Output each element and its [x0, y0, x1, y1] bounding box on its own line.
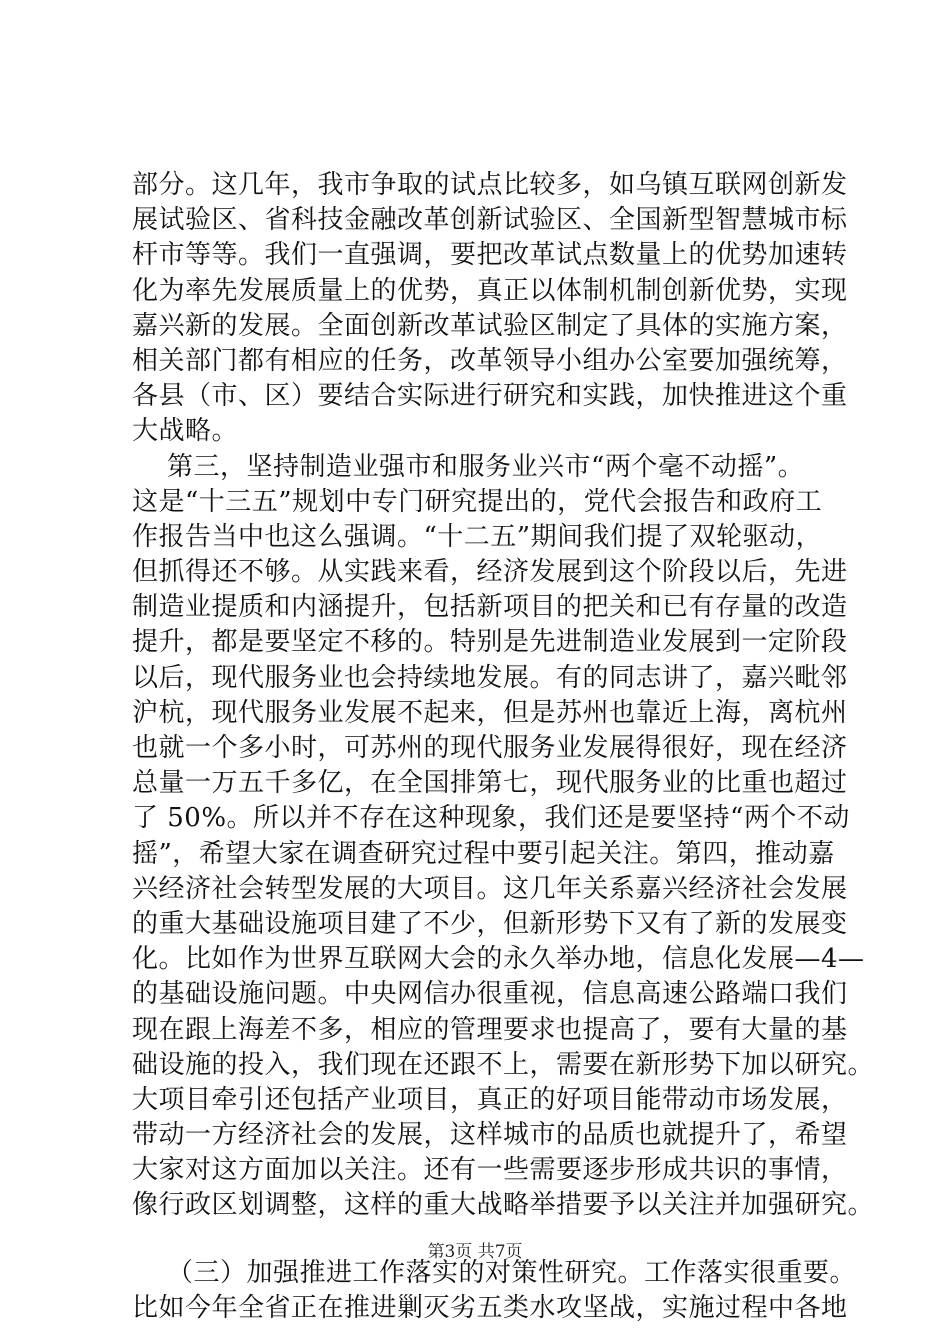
paragraph-1	[132, 168, 848, 450]
text-line: 兴经济社会转型发展的大项目。这几年关系嘉兴经济社会发展	[132, 873, 848, 904]
text-line: 的基础设施问题。中央网信办很重视，信息高速公路端口我们	[132, 979, 848, 1010]
text-line: 大家对这方面加以关注。还有一些需要逐步形成共识的事情，	[132, 1155, 848, 1186]
text-line: 了 50%。所以并不存在这种现象，我们还是要坚持“两个不动	[132, 803, 850, 834]
text-line: 嘉兴新的发展。全面创新改革试验区制定了具体的实施方案，	[132, 310, 848, 341]
page-number-footer: 第3页 共7页	[427, 1242, 523, 1262]
text-line: （三）加强推进工作落实的对策性研究。工作落实很重要。	[132, 1257, 857, 1288]
text-line: 提升，都是要坚定不移的。特别是先进制造业发展到一定阶段	[132, 627, 848, 658]
text-line: 沪杭，现代服务业发展不起来，但是苏州也靠近上海，离杭州	[132, 697, 848, 728]
text-line: 第三，坚持制造业强市和服务业兴市“两个毫不动摇”。	[132, 451, 805, 482]
text-line: 各县（市、区）要结合实际进行研究和实践，加快推进这个重	[132, 381, 848, 412]
paragraph-3	[132, 1256, 857, 1326]
text-line: 这是“十三五”规划中专门研究提出的，党代会报告和政府工	[132, 486, 823, 517]
text-line: 大战略。	[132, 416, 239, 447]
text-line: 以后，现代服务业也会持续地发展。有的同志讲了，嘉兴毗邻	[132, 662, 848, 693]
text-line: 部分。这几年，我市争取的试点比较多，如乌镇互联网创新发	[132, 170, 848, 200]
text-line: 杆市等等。我们一直强调，要把改革试点数量上的优势加速转	[132, 240, 848, 271]
document-body	[132, 168, 875, 1326]
text-line: 但抓得还不够。从实践来看，经济发展到这个阶段以后，先进	[132, 557, 848, 588]
text-line: 也就一个多小时，可苏州的现代服务业发展得很好，现在经济	[132, 733, 848, 763]
text-line: 比如今年全省正在推进剿灭劣五类水攻坚战，实施过程中各地	[132, 1292, 848, 1323]
text-line: 化。比如作为世界互联网大会的永久举办地，信息化发展—4—	[132, 944, 865, 975]
text-line: 现在跟上海差不多，相应的管理要求也提高了，要有大量的基	[132, 1014, 848, 1045]
text-line: 像行政区划调整，这样的重大战略举措要予以关注并加强研究。	[132, 1190, 875, 1221]
text-line: 作报告当中也这么强调。“十二五”期间我们提了双轮驱动，	[132, 521, 823, 552]
text-line: 总量一万五千多亿，在全国排第七，现代服务业的比重也超过	[132, 768, 848, 799]
text-line: 带动一方经济社会的发展，这样城市的品质也就提升了，希望	[132, 1120, 848, 1151]
text-line: 础设施的投入，我们现在还跟不上，需要在新形势下加以研究。	[132, 1049, 875, 1080]
text-line: 大项目牵引还包括产业项目，真正的好项目能带动市场发展，	[132, 1084, 848, 1115]
paragraph-2	[132, 450, 875, 1224]
text-line: 摇”，希望大家在调查研究过程中要引起关注。第四，推动嘉	[132, 838, 835, 869]
text-line: 的重大基础设施项目建了不少，但新形势下又有了新的发展变	[132, 908, 848, 939]
text-line: 化为率先发展质量上的优势，真正以体制机制创新优势，实现	[132, 275, 848, 306]
text-line: 相关部门都有相应的任务，改革领导小组办公室要加强统筹，	[132, 345, 848, 376]
text-line: 制造业提质和内涵提升，包括新项目的把关和已有存量的改造	[132, 592, 848, 623]
text-line: 展试验区、省科技金融改革创新试验区、全国新型智慧城市标	[132, 205, 848, 236]
